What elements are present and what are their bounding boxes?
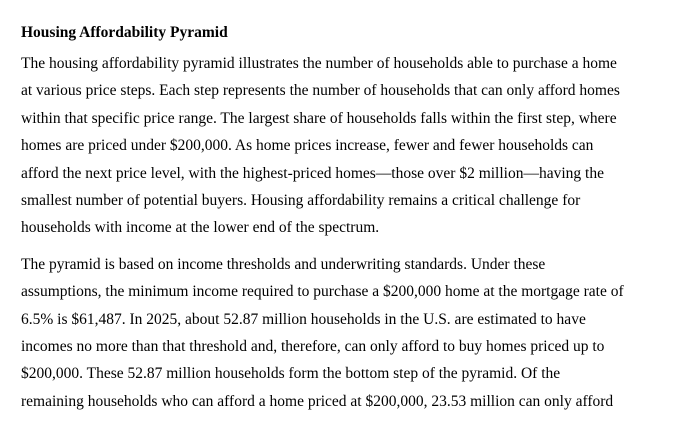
document-title: Housing Affordability Pyramid bbox=[21, 24, 228, 41]
text-line: 6.5% is $61,487. In 2025, about 52.87 million households in the U.S. are estimated to have bbox=[21, 310, 586, 328]
text-line: households with income at the lower end of the spectrum. bbox=[21, 219, 380, 237]
text-line: The housing affordability pyramid illustrates the number of households able to purchase a home bbox=[21, 55, 617, 72]
text-line: homes are priced under $200,000. As home prices increase, fewer and fewer households can bbox=[21, 137, 594, 155]
paragraph-methodology bbox=[21, 251, 653, 415]
text-line: at various price steps. Each step represents the number of households that can only afford homes bbox=[21, 82, 620, 100]
text-line: $200,000. These 52.87 million households form the bottom step of the pyramid. Of the bbox=[21, 365, 561, 383]
text-line: incomes no more than that threshold and, therefore, can only afford to buy homes priced up to bbox=[21, 338, 605, 356]
paragraph-intro bbox=[21, 50, 653, 242]
text-line: smallest number of potential buyers. Housing affordability remains a critical challenge for bbox=[21, 192, 581, 210]
text-line: afford the next price level, with the highest-priced homes—those over $2 million—having the bbox=[21, 164, 604, 182]
document-page bbox=[21, 22, 653, 415]
text-line: assumptions, the minimum income required to purchase a $200,000 home at the mortgage rate of bbox=[21, 283, 624, 301]
text-line: within that specific price range. The largest share of households falls within the first step, where bbox=[21, 109, 617, 127]
text-line: remaining households who can afford a home priced at $200,000, 23.53 million can only afford bbox=[21, 392, 614, 410]
text-line: The pyramid is based on income thresholds and underwriting standards. Under these bbox=[21, 255, 546, 273]
